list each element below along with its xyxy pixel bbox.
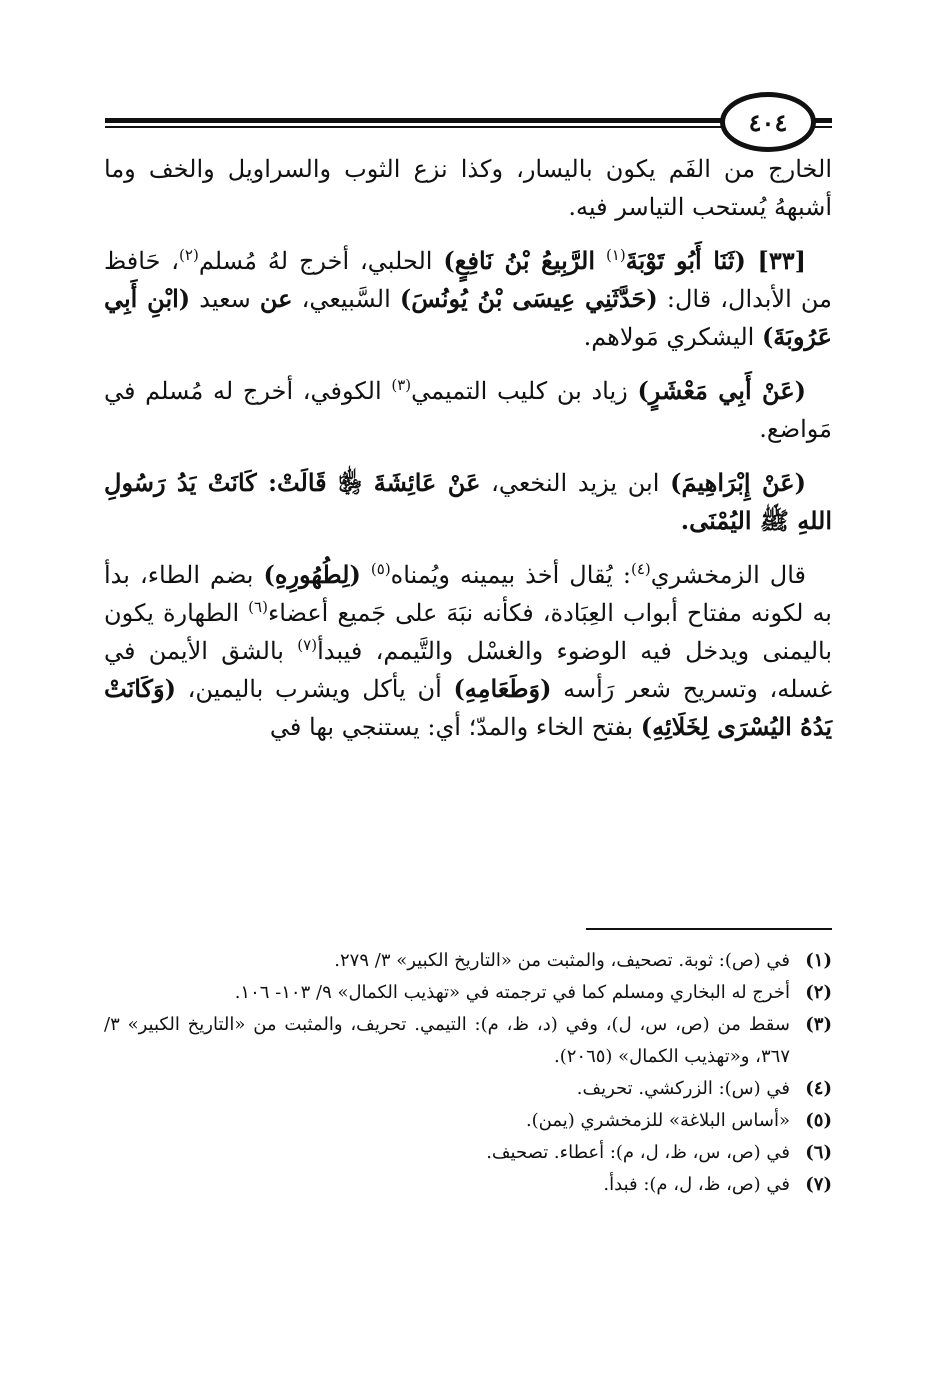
commentary-text: الكوفي، أخرج له مُسلم في مَواضع. — [104, 377, 832, 443]
header-rule — [105, 118, 813, 123]
footnote — [104, 1009, 832, 1073]
footnote — [104, 1105, 832, 1137]
footnote — [104, 1169, 832, 1201]
page-number-medallion — [720, 92, 814, 146]
commentary-text: سعيد — [190, 285, 260, 313]
footnote — [104, 1137, 832, 1169]
footnote-text: «أساس البلاغة» للزمخشري (يمن). — [525, 1110, 790, 1131]
footnote-marker: (٣) — [391, 376, 412, 394]
hadith-text: (وَطَعَامِهِ) — [453, 674, 552, 703]
footnote-text: سقط من (ص، س، ل)، وفي (د، ظ، م): التيمي. تحريف، والمثبت من «التاريخ الكبير» ٣/ ٣٦٧، و«تهذيب الكمال» (٢٠٦٥). — [104, 1014, 790, 1067]
commentary-text: ابن يزيد النخعي، — [480, 469, 671, 497]
commentary-text: اليشكري مَولاهم. — [583, 323, 762, 351]
hadith-text: (لِطُهُورِهِ) — [263, 560, 361, 589]
commentary-text: الطهارة يكون باليمنى ويدخل فيه الوضوء والغسْل والتَّيمم، فيبدأ — [104, 599, 833, 665]
paragraph — [104, 372, 832, 448]
commentary-text: الخارج من الفَم يكون باليسار، وكذا نزع الثوب والسراويل والخف وما أشبههُ يُستحب التياسر فيه. — [104, 155, 832, 221]
page-number-oval — [720, 92, 816, 152]
commentary-text: : يُقال أخذ بيمينه ويُمناه — [390, 561, 631, 589]
paragraph — [104, 464, 832, 540]
commentary-text: السَّبيعي، — [292, 285, 400, 313]
footnote-number: (٦) — [805, 1142, 832, 1163]
footnote-marker: (٤) — [630, 560, 651, 578]
hadith-text: (حَدَّثَنِي عِيسَى بْنُ يُونُسَ) — [399, 284, 658, 313]
paragraph — [104, 150, 832, 226]
commentary-text — [595, 247, 606, 275]
footnote-text: في (س): الزركشي. تحريف. — [576, 1078, 790, 1099]
footnote-number: (٧) — [805, 1174, 832, 1195]
main-text — [104, 150, 832, 762]
hadith-text: عن — [259, 284, 293, 313]
footnote-number: (٢) — [805, 982, 832, 1003]
hadith-text: الرَّبِيعُ بْنُ نَافِعٍ) — [443, 246, 596, 275]
commentary-text: بفتح الخاء والمدّ؛ أي: يستنجي بها في — [269, 713, 641, 741]
paragraph — [104, 556, 832, 746]
footnote-separator — [586, 928, 832, 930]
footnote-marker: (٦) — [248, 598, 268, 616]
commentary-text: قال الزمخشري — [650, 561, 807, 589]
footnote-text: في (ص، ظ، ل، م): فبدأ. — [603, 1174, 790, 1195]
page-number: ٤٠٤ — [748, 107, 788, 137]
commentary-text: الحلبي، أخرج لهُ مُسلم — [198, 247, 444, 275]
hadith-text: [٣٣] (ثَنَا أَبُو تَوْبَةَ — [625, 246, 807, 275]
footnote-number: (٣) — [805, 1014, 832, 1035]
footnote-text: أخرج له البخاري ومسلم كما في ترجمته في «تهذيب الكمال» ٩/ ١٠٣- ١٠٦. — [234, 982, 790, 1003]
hadith-text: (ابْنِ أَبِي عَرُوبَةَ) — [104, 284, 832, 351]
hadith-text: (عَنْ إِبْرَاهِيمَ) — [670, 468, 806, 497]
commentary-text: بضم الطاء، بدأ به لكونه مفتاح أبواب العِبَادة، فكأنه نبَهَ على جَميع أعضاء — [104, 561, 832, 627]
commentary-text — [361, 561, 371, 589]
hadith-text: (عَنْ أَبِي مَعْشَرٍ) — [637, 376, 807, 405]
hadith-text: عَنْ عَائِشَةَ ﵂ قَالَتْ: كَانَتْ يَدُ رَسُولِ اللهِ ﷺ اليُمْنَى. — [104, 468, 832, 535]
footnotes — [104, 945, 832, 1201]
commentary-text: أن يأكل ويشرب باليمين، — [175, 675, 454, 703]
paragraph — [104, 242, 832, 356]
footnote-text: في (ص): ثوبة. تصحيف، والمثبت من «التاريخ الكبير» ٣/ ٢٧٩. — [334, 950, 790, 971]
footnote-marker: (٧) — [297, 636, 318, 654]
footnote-number: (١) — [805, 950, 832, 971]
commentary-text: بالشق الأيمن في غسله، وتسريح شعر رَأسه — [104, 637, 832, 703]
commentary-text: ، حَافظ من الأبدال، قال: — [104, 247, 832, 313]
commentary-text: زياد بن كليب التميمي — [411, 377, 638, 405]
footnote-number: (٤) — [805, 1078, 832, 1099]
header-rule-thin — [105, 126, 813, 128]
footnote-text: في (ص، س، ظ، ل، م): أعطاء. تصحيف. — [486, 1142, 790, 1163]
hadith-text: (وَكَانَتْ يَدُهُ اليُسْرَى لِخَلَائِهِ) — [104, 674, 832, 741]
footnote-number: (٥) — [805, 1110, 832, 1131]
footnote — [104, 945, 832, 977]
footnote-marker: (١) — [605, 246, 626, 264]
footnote-marker: (٥) — [370, 560, 391, 578]
footnote — [104, 977, 832, 1009]
footnote — [104, 1073, 832, 1105]
footnote-marker: (٢) — [179, 246, 199, 264]
